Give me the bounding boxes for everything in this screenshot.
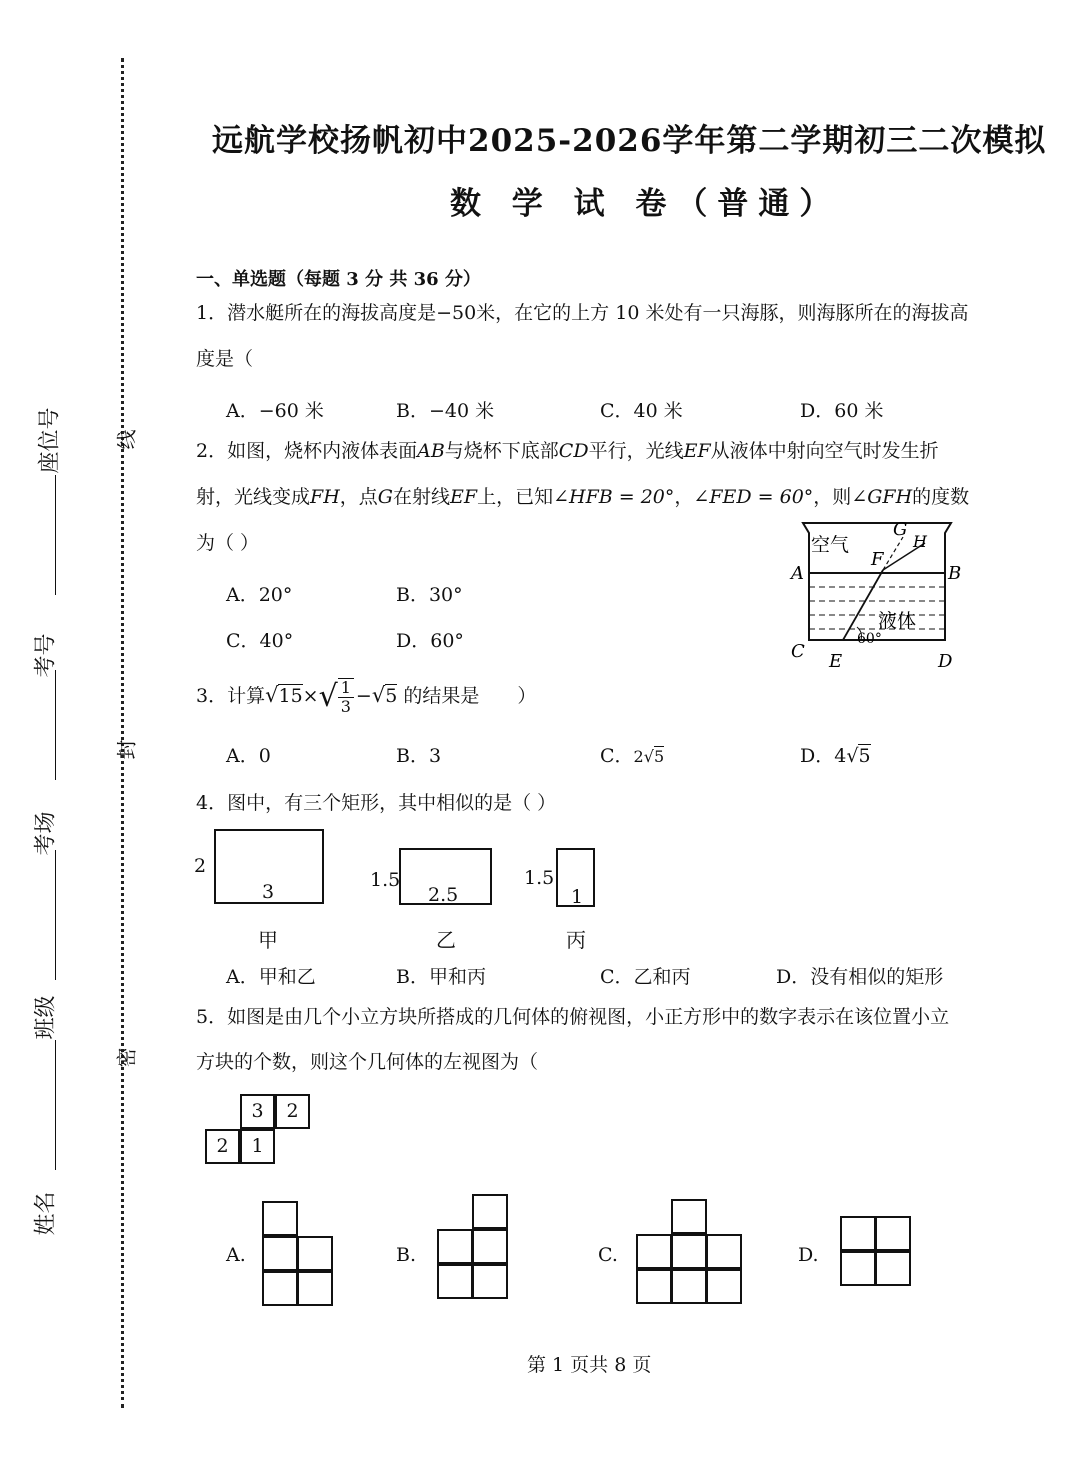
rect-yi-side-label: 1.5 <box>370 869 401 891</box>
q5-option-d-label: D. <box>798 1244 819 1266</box>
point-B: B <box>948 563 962 584</box>
rect-jia-side-label: 2 <box>194 855 207 877</box>
option-b-square <box>437 1264 473 1299</box>
q1-option-a: A．−60 米 <box>226 400 324 422</box>
option-b-square <box>472 1194 508 1229</box>
q5-option-b-label: B. <box>396 1244 417 1266</box>
exam-room-line <box>55 850 56 980</box>
class-line <box>55 1040 56 1170</box>
q4-text: 4．图中，有三个矩形，其中相似的是（ ） <box>196 792 557 814</box>
q2-beaker-figure <box>785 515 975 675</box>
q2-text-line3: 为（ ） <box>196 532 260 554</box>
q2-option-d: D．60° <box>396 630 464 652</box>
option-c-square <box>671 1199 707 1234</box>
q5-option-c-label: C. <box>598 1244 618 1266</box>
option-c-square <box>671 1269 707 1304</box>
q1-option-c: C．40 米 <box>600 400 683 422</box>
q2-text-line1: 2．如图，烧杯内液体表面AB与烧杯下底部CD平行，光线EF从液体中射向空气时发生折 <box>196 440 939 462</box>
q4-option-a: A．甲和乙 <box>226 966 316 988</box>
q3-option-d: D．4√5 <box>800 745 871 767</box>
q5-option-a-label: A. <box>226 1244 246 1266</box>
topview-cell: 2 <box>205 1129 240 1164</box>
seat-number-line <box>55 475 56 595</box>
option-c-square <box>706 1269 742 1304</box>
binding-dotted-line <box>121 58 124 1408</box>
liquid-label: 液体 <box>878 610 917 632</box>
point-G: G <box>893 519 908 540</box>
seat-number-label: 座位号 <box>37 407 63 474</box>
q4-option-c: C．乙和丙 <box>600 966 691 988</box>
angle-60-label: 60° <box>857 631 882 647</box>
q2-option-b: B．30° <box>396 584 463 606</box>
topview-cell: 3 <box>240 1094 275 1129</box>
q3-expression: 3．计算√15×√ $\frac{1}{3}$ −√5 的结果是 ） <box>196 678 537 716</box>
rect-jia-name: 甲 <box>258 928 278 952</box>
q2-option-c: C．40° <box>226 630 294 652</box>
rect-bing-side-label: 1.5 <box>524 867 555 889</box>
topview-cell: 1 <box>240 1129 275 1164</box>
point-C: C <box>791 641 805 662</box>
rect-jia-bottom-label: 3 <box>262 881 275 903</box>
point-H: H <box>913 532 927 551</box>
q2-option-a: A．20° <box>226 584 293 606</box>
q3-option-c: C．2√5 <box>600 745 665 767</box>
q2-text-line2: 射，光线变成FH，点G在射线EF上，已知∠HFB = 20°，∠FED = 60°，则∠GFH的度数 <box>196 486 970 508</box>
topview-cell: 2 <box>275 1094 310 1129</box>
q3-option-a: A．0 <box>226 745 271 767</box>
option-c-square <box>636 1234 672 1269</box>
q4-option-b: B．甲和丙 <box>396 966 486 988</box>
q1-text-line2: 度是（ <box>196 348 254 370</box>
section1-heading: 一、单选题（每题 3 分 共 36 分） <box>196 269 481 290</box>
seal-seal-char: 封 <box>114 739 139 760</box>
seal-secret-char: 密 <box>114 1047 139 1068</box>
q5-text-line1: 5．如图是由几个小立方块所搭成的几何体的俯视图，小正方形中的数字表示在该位置小立 <box>196 1006 950 1028</box>
exam-room-label: 考场 <box>33 811 59 856</box>
q1-option-d: D．60 米 <box>800 400 884 422</box>
q3-option-b: B．3 <box>396 745 442 767</box>
exam-number-line <box>55 670 56 780</box>
point-A: A <box>791 563 804 584</box>
option-b-square <box>472 1264 508 1299</box>
option-a-square <box>262 1236 298 1271</box>
option-a-square <box>262 1271 298 1306</box>
option-d-square <box>875 1251 911 1286</box>
option-c-square <box>636 1269 672 1304</box>
option-a-square <box>297 1271 333 1306</box>
rect-yi-bottom-label: 2.5 <box>428 884 459 906</box>
option-d-square <box>840 1251 876 1286</box>
q1-text-line1: 1．潜水艇所在的海拔高度是−50米，在它的上方 10 米处有一只海豚，则海豚所在的海拔高 <box>196 302 969 324</box>
exam-title-line2: 数 学 试 卷（普通） <box>450 186 841 222</box>
q5-text-line2: 方块的个数，则这个几何体的左视图为（ <box>196 1051 539 1073</box>
exam-number-label: 考号 <box>33 633 59 678</box>
q4-option-d: D．没有相似的矩形 <box>776 966 944 988</box>
name-label: 姓名 <box>33 1191 59 1236</box>
option-d-square <box>875 1216 911 1251</box>
air-label: 空气 <box>811 534 850 556</box>
exam-title-line1: 远航学校扬帆初中2025-2026学年第二学期初三二次模拟 <box>212 123 1047 159</box>
rect-bing-name: 丙 <box>566 928 586 952</box>
seal-line-char: 线 <box>114 429 139 450</box>
option-b-square <box>437 1229 473 1264</box>
rect-yi-name: 乙 <box>436 928 456 952</box>
class-label: 班级 <box>33 995 59 1040</box>
option-d-square <box>840 1216 876 1251</box>
option-a-square <box>297 1236 333 1271</box>
point-F: F <box>871 549 884 570</box>
option-a-square <box>262 1201 298 1236</box>
point-D: D <box>938 651 953 672</box>
option-c-square <box>671 1234 707 1269</box>
option-c-square <box>706 1234 742 1269</box>
ray-FG <box>883 537 903 570</box>
option-b-square <box>472 1229 508 1264</box>
rect-bing-bottom-label: 1 <box>571 886 584 908</box>
page-footer: 第 1 页共 8 页 <box>527 1354 652 1376</box>
q1-option-b: B．−40 米 <box>396 400 495 422</box>
point-E: E <box>829 651 843 672</box>
